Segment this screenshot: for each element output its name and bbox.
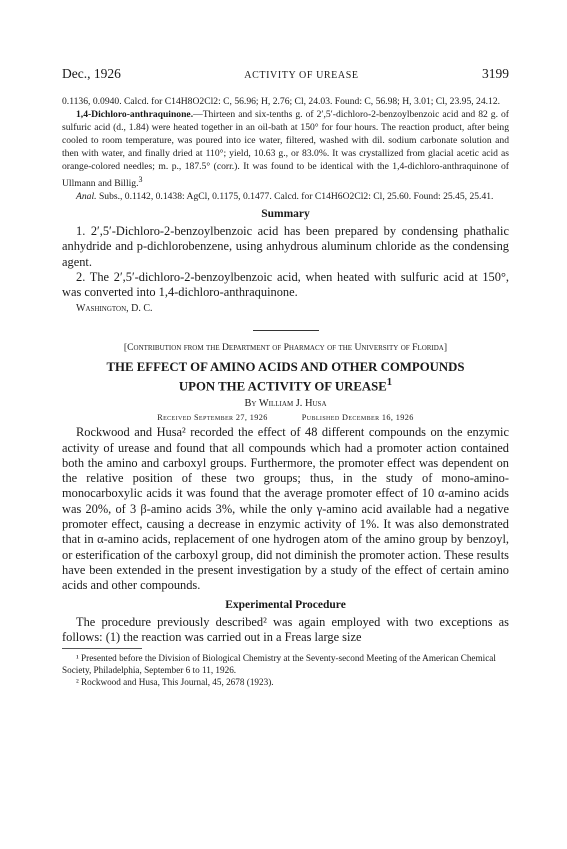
- page-number: 3199: [482, 66, 509, 81]
- footnote-1: ¹ Presented before the Division of Biological Chemistry at the Seventy-second Meeting of the American Chemical Society, Philadelphia, September 6 to 11, 1926.: [62, 653, 496, 676]
- summary-place: Washington, D. C.: [76, 302, 153, 314]
- intro-section: [62, 425, 509, 593]
- prep-ref: 3: [138, 175, 143, 184]
- header-title: ACTIVITY OF UREASE: [244, 70, 359, 81]
- published-date: Published December 16, 1926: [301, 413, 414, 423]
- experimental-section: [62, 615, 509, 646]
- prep-paragraph: [62, 108, 509, 190]
- footnote-divider: [62, 648, 142, 649]
- analysis-continuation: 0.1136, 0.0940. Calcd. for C14H8O2Cl2: C, 56.96; H, 2.76; Cl, 24.03. Found: C, 56.98; H, 3.01; Cl, 23.95, 24.12.: [62, 96, 501, 107]
- journal-page: [62, 66, 509, 688]
- summary-body: [62, 224, 509, 316]
- anal-text: Subs., 0.1142, 0.1438: AgCl, 0.1175, 0.1477. Calcd. for C14H6O2Cl2: Cl, 25.60. Found: 25.45, 25.41.: [98, 191, 494, 203]
- anal-paragraph: [62, 190, 509, 203]
- title-line-1: THE EFFECT OF AMINO ACIDS AND OTHER COMPOUNDS: [106, 359, 465, 374]
- prep-heading: 1,4-Dichloro-anthraquinone.: [76, 109, 194, 120]
- title-ref: 1: [386, 376, 393, 388]
- received-date: Received September 27, 1926: [157, 413, 268, 423]
- anal-label: Anal.: [76, 191, 97, 203]
- dates-line: [62, 413, 509, 422]
- contribution-line: [Contribution from the Department of Pharmacy of the University of Florida]: [123, 341, 448, 353]
- title-line-2: UPON THE ACTIVITY OF UREASE: [178, 379, 387, 394]
- footnote-2: ² Rockwood and Husa, This Journal, 45, 2678 (1923).: [76, 677, 274, 688]
- header-date: Dec., 1926: [62, 66, 121, 81]
- article-title: [62, 360, 509, 394]
- summary-item: 2. The 2′,5′-dichloro-2-benzoylbenzoic acid, when heated with sulfuric acid at 150°, was converted into 1,4-dichloro-anthraquinone.: [62, 270, 509, 300]
- intro-paragraph: Rockwood and Husa² recorded the effect of 48 different compounds on the enzymic activity of urease and found that all compounds which had a promoter action contained both the amino and carboxyl groups. Furthermore, the promoter effect was dependent on the relative position of these two groups; thus, in the study of mono-amino-monocarboxylic acids it was found that the average promoter effect of 10 α-amino acids was 20%, of 3 β-amino acids 3%, while the only γ-amino acid available had a negative promoter effect, causing a decrease in enzymic activity of 1%. It was also demonstrated that in α-amino acids, replacement of one hydrogen atom of the amino group by benzoyl, or esterification of the carboxyl group, did not diminish the promoter action. These results have been extended in the present investigation by a study of the effect of certain amino acids and other compounds.: [62, 425, 509, 593]
- title-line-2-wrap: [62, 375, 509, 394]
- prep-text: —Thirteen and six-tenths g. of 2′,5′-dichloro-2-benzoylbenzoic acid and 82 g. of sulfuric acid (d., 1.84) were heated together in an oil-bath at 150° for four hours. The reaction product, after being cooled to room temperature, was poured into ice water, filtered, washed with dil. sodium carbonate solution and then with water, and finally dried at 110°; yield, 10.63 g., or 83.0%. It was crystallized from glacial acetic acid as orange-colored needles; m. p., 187.5° (corr.). It was found to be identical with the 1,4-dichloro-anthraquinone of Ullmann and Billig.: [62, 109, 509, 190]
- section-divider: [253, 330, 319, 331]
- footnotes: [62, 652, 509, 688]
- prep-section: [62, 95, 509, 203]
- author-line: By William J. Husa: [244, 398, 327, 410]
- summary-heading: Summary: [261, 208, 310, 221]
- experimental-paragraph: The procedure previously described² was again employed with two exceptions as follows: (1) the reaction was carried out in a Freas large size: [62, 614, 509, 644]
- summary-item: 1. 2′,5′-Dichloro-2-benzoylbenzoic acid has been prepared by condensing phathalic anhydride and p-dichlorobenzene, using anhydrous aluminum chloride as the condensing agent.: [62, 224, 509, 269]
- running-header: [62, 66, 509, 82]
- experimental-heading: Experimental Procedure: [225, 598, 346, 611]
